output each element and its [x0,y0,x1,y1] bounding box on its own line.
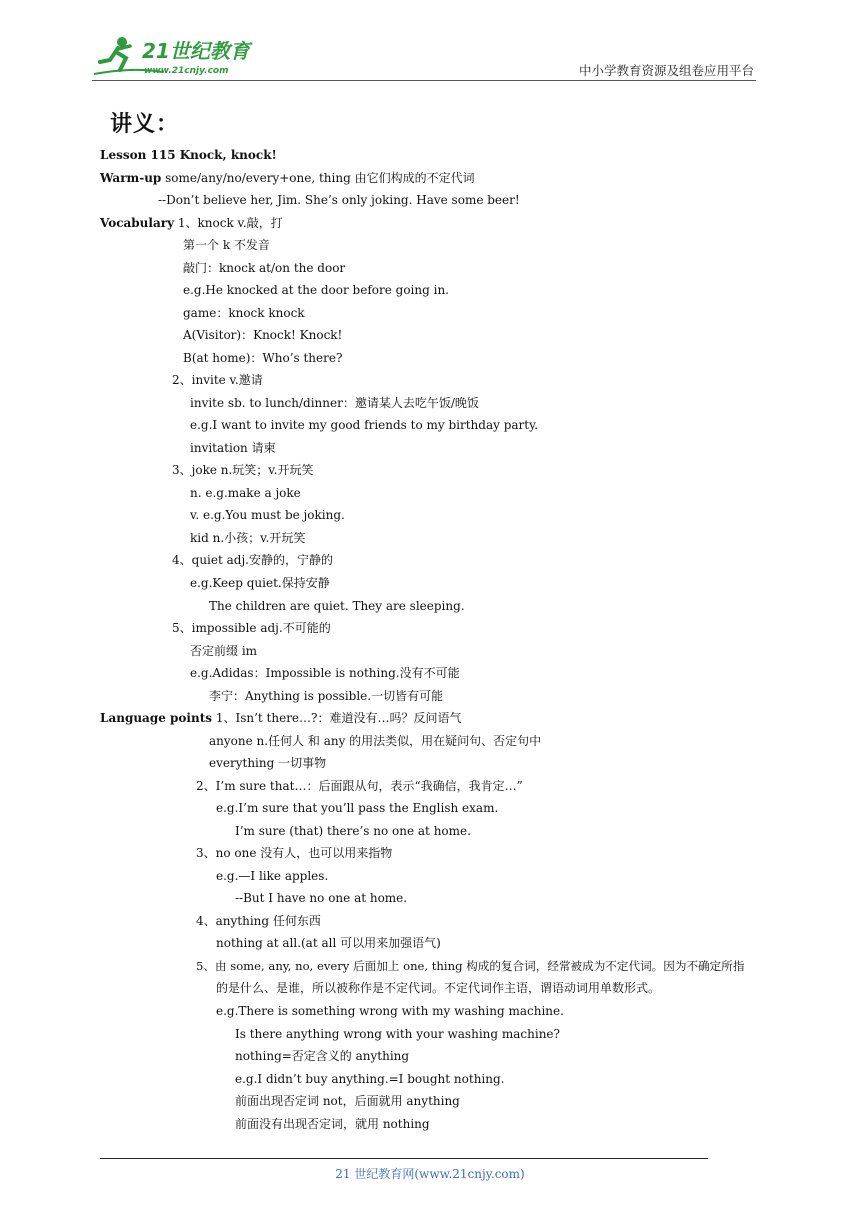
vocab-line: kid n.小孩；v.开玩笑 [190,531,306,545]
language-item: e.g.There is something wrong with my washing machine. [216,1004,564,1018]
vocab-line: 2、invite v.邀请 [172,373,263,387]
warmup-example: --Don’t believe her, Jim. She’s only joking. Have some beer! [158,193,520,207]
language-item: 前面没有出现否定词，就用 nothing [235,1117,430,1131]
vocab-line: 5、impossible adj.不可能的 [172,621,331,635]
warmup-line [100,171,475,185]
vocab-line: B(at home)：Who’s there? [183,351,343,365]
footer-divider [100,1158,708,1159]
footer-link[interactable]: 21 世纪教育网(www.21cnjy.com) [335,1167,525,1181]
vocabulary-line [100,216,283,230]
vocab-line: 4、quiet adj.安静的，宁静的 [172,553,333,567]
warmup-label: Warm-up [100,171,162,185]
language-item: 2、I’m sure that…：后面跟从句，表示“我确信，我肯定…” [196,779,523,793]
language-item: nothing=否定含义的 anything [235,1049,410,1063]
platform-name: 中小学教育资源及组卷应用平台 [578,63,754,78]
vocab-line: e.g.I want to invite my good friends to my birthday party. [190,418,539,432]
vocab-line: v. e.g.You must be joking. [190,508,345,522]
vocab-line: e.g.He knocked at the door before going in. [183,283,449,297]
vocab-line: 第一个 k 不发音 [183,238,270,252]
language-item: 3、no one 没有人，也可以用来指物 [196,846,393,860]
vocab-line: A(Visitor)：Knock! Knock! [183,328,343,342]
language-line [100,711,461,725]
vocab-line: 否定前缀 im [190,644,258,658]
vocab-line: 3、joke n.玩笑；v.开玩笑 [172,463,314,477]
lesson-heading: Lesson 115 Knock, knock! [100,148,277,162]
site-logo [92,34,267,79]
language-label: Language points [100,711,213,725]
vocab-line: e.g.Adidas：Impossible is nothing.没有不可能 [190,666,460,680]
vocabulary-first: 1、knock v.敲，打 [174,216,283,230]
vocab-line: invite sb. to lunch/dinner：邀请某人去吃午饭/晚饭 [190,396,479,410]
language-item: 的是什么、是谁，所以被称作是不定代词。不定代词作主语，谓语动词用单数形式。 [216,981,661,995]
language-item: anyone n.任何人 和 any 的用法类似，用在疑问句、否定句中 [209,734,542,748]
warmup-text: some/any/no/every+one, thing 由它们构成的不定代词 [161,171,475,185]
language-item: 前面出现否定词 not，后面就用 anything [235,1094,460,1108]
language-item: Is there anything wrong with your washing machine? [235,1027,560,1041]
vocab-line: game：knock knock [183,306,305,320]
language-item: e.g.—I like apples. [216,869,329,883]
vocab-line: e.g.Keep quiet.保持安静 [190,576,330,590]
vocab-line: 敲门：knock at/on the door [183,261,346,275]
vocab-line: n. e.g.make a joke [190,486,301,500]
header-divider [92,80,756,81]
vocab-line: invitation 请柬 [190,441,276,455]
language-item: e.g.I’m sure that you’ll pass the English exam. [216,801,499,815]
language-item: 4、anything 任何东西 [196,914,321,928]
page-title: 讲义： [110,112,180,137]
vocab-line: 李宁：Anything is possible.一切皆有可能 [209,689,444,703]
language-item: everything 一切事物 [209,756,327,770]
vocabulary-label: Vocabulary [100,216,175,230]
logo-brand-text: 21世纪教育 [142,39,250,63]
logo-url-text: www.21cnjy.com [144,66,229,76]
language-item: 5、由 some, any, no, every 后面加上 one, thing 构成的复合词，经常被成为不定代词。因为不确定所指 [196,959,745,973]
language-item: --But I have no one at home. [235,891,408,905]
language-first: 1、Isn’t there…?：难道没有…吗？反问语气 [212,711,462,725]
vocab-line: The children are quiet. They are sleeping. [209,599,465,613]
language-item: I’m sure (that) there’s no one at home. [235,824,471,838]
language-item: nothing at all.(at all 可以用来加强语气) [216,936,441,950]
language-item: e.g.I didn’t buy anything.=I bought nothing. [235,1072,505,1086]
